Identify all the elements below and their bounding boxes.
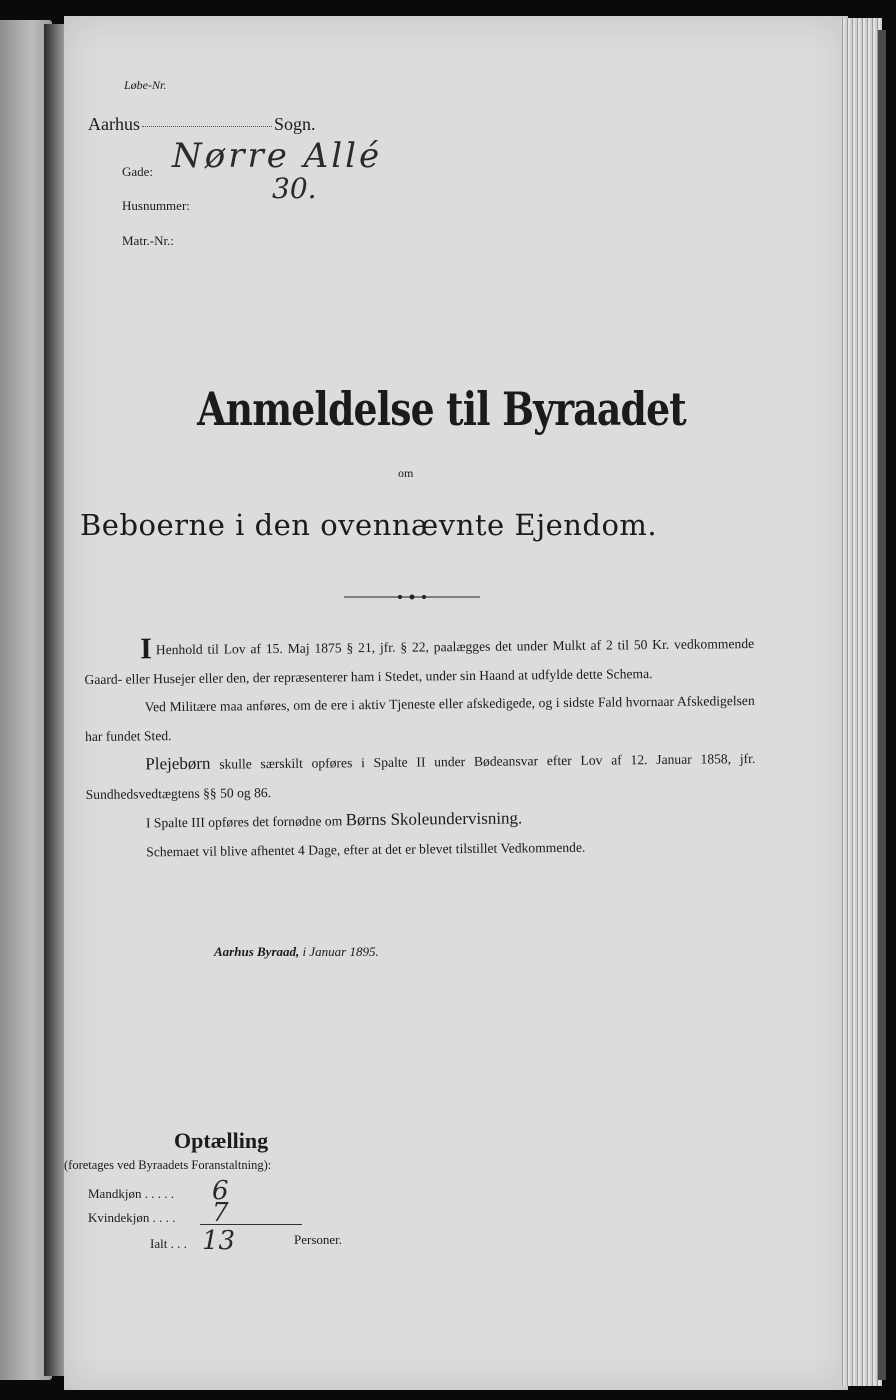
parish-sogn: Sogn. (274, 114, 316, 134)
house-number-label: Husnummer: (122, 198, 190, 213)
paragraph-foster-children: Plejebørn skulle særskilt opføres i Spalte II under Bødeansvar efter Lov af 12. Januar 1858, jfr. Sundhedsvedtægtens §§ 50 og 86. (85, 750, 756, 802)
paragraph-collection: Schemaet vil blive afhentet 4 Dage, efter at det er blevet tilstillet Vedkommende. (146, 839, 586, 859)
female-count-handwritten: 7 (212, 1198, 229, 1228)
instructions-body (84, 629, 756, 867)
title-om: om (398, 466, 414, 480)
male-label: Mandkjøn . . . . . (88, 1186, 174, 1201)
street-handwritten: Nørre Allé (172, 136, 383, 176)
count-note: (foretages ved Byraadets Foranstaltning): (64, 1158, 272, 1172)
count-title: Optælling (174, 1128, 269, 1153)
page-title: Anmeldelse til Byraadet (197, 382, 686, 436)
book-edge (878, 30, 886, 1380)
parish-dotted-line (142, 126, 272, 127)
persons-label: Personer. (294, 1232, 343, 1247)
page-stack-edge (840, 18, 882, 1386)
dropcap: I (139, 632, 152, 666)
house-number-handwritten: 30. (272, 172, 317, 205)
male-count-handwritten: 6 (212, 1176, 229, 1206)
signature-line: Aarhus Byraad, i Januar 1895. (214, 944, 379, 959)
street-label: Gade: (122, 164, 154, 179)
page-subtitle: Beboerne i den ovennævnte Ejendom. (80, 508, 658, 542)
ornament-divider (344, 590, 480, 604)
lobe-nr-label: Løbe-Nr. (124, 78, 167, 92)
paragraph-military: Ved Militære maa anføres, om de ere i aktiv Tjeneste eller afskedigede, og i sidste Fald hvornaar Afskedigelsen har fundet Sted. (84, 692, 755, 744)
total-count-handwritten: 13 (202, 1226, 236, 1256)
paragraph-schooling: I Spalte III opføres det fornødne om Børns Skoleundervisning. (145, 808, 523, 831)
matr-nr-label: Matr.-Nr.: (122, 233, 174, 248)
female-label: Kvindekjøn . . . . (88, 1210, 176, 1225)
parish-row (88, 114, 316, 135)
paragraph-law: I Henhold til Lov af 15. Maj 1875 § 21, jfr. § 22, paalægges det under Mulkt af 2 til 50 Kr. vedkommende Gaard- eller Husejer eller den, der repræsenterer ham i Stedet, under sin Haand at udfylde dette Schema. (84, 632, 755, 687)
total-label: Ialt . . . (150, 1236, 187, 1251)
parish-city: Aarhus (88, 114, 140, 134)
sum-line (200, 1224, 302, 1225)
